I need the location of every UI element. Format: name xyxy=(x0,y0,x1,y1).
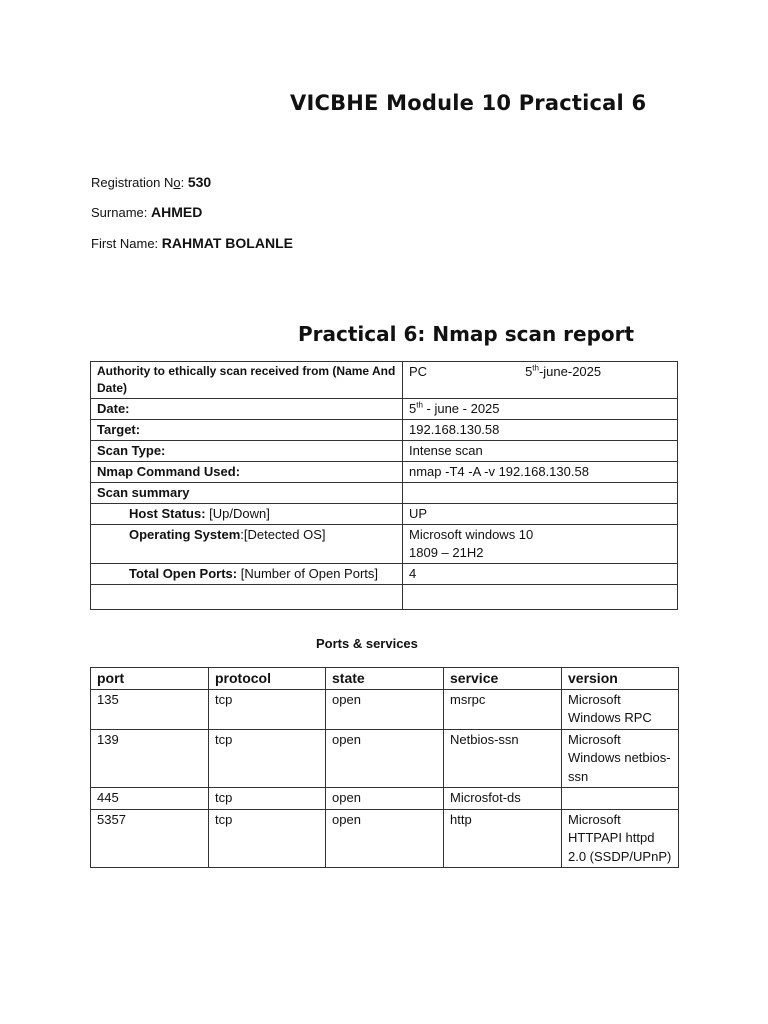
nmap-command-value: nmap -T4 -A -v 192.168.130.58 xyxy=(403,462,678,483)
host-status-value: UP xyxy=(403,504,678,525)
authority-name: PC xyxy=(409,364,428,379)
scan-summary-value xyxy=(403,483,678,504)
empty-cell xyxy=(403,585,678,610)
table-header-row xyxy=(91,668,679,690)
scan-report-table xyxy=(90,361,678,610)
version-cell: Microsoft Windows RPC xyxy=(562,689,679,729)
port-cell: 5357 xyxy=(91,809,209,868)
registration-line xyxy=(91,174,211,190)
date-label: Date: xyxy=(91,399,403,420)
service-cell: Netbios-ssn xyxy=(444,729,562,788)
table-row xyxy=(91,689,679,729)
table-row xyxy=(91,729,679,788)
registration-value: 530 xyxy=(187,174,212,190)
target-value: 192.168.130.58 xyxy=(403,420,678,441)
table-row xyxy=(91,525,678,564)
date-value: 5th - june - 2025 xyxy=(403,399,678,420)
authority-date: 5th-june-2025 xyxy=(525,363,602,379)
report-title: Practical 6: Nmap scan report xyxy=(298,322,635,346)
scan-type-label: Scan Type: xyxy=(91,441,403,462)
version-cell xyxy=(562,788,679,810)
first-name-label: First Name: xyxy=(91,236,159,251)
registration-label: Registration No: xyxy=(91,175,185,190)
surname-value: AHMED xyxy=(151,204,203,220)
protocol-cell: tcp xyxy=(209,809,326,868)
operating-system-label: Operating System:[Detected OS] xyxy=(91,525,403,564)
version-cell: Microsoft HTTPAPI httpd 2.0 (SSDP/UPnP) xyxy=(562,809,679,868)
port-cell: 135 xyxy=(91,689,209,729)
table-row xyxy=(91,809,679,868)
state-cell: open xyxy=(326,788,444,810)
target-label: Target: xyxy=(91,420,403,441)
page-title: VICBHE Module 10 Practical 6 xyxy=(290,91,647,115)
ports-table xyxy=(90,667,679,868)
state-cell: open xyxy=(326,729,444,788)
host-status-label: Host Status: [Up/Down] xyxy=(91,504,403,525)
authority-label: Authority to ethically scan received from (Name And Date) xyxy=(91,362,403,399)
port-cell: 445 xyxy=(91,788,209,810)
protocol-cell: tcp xyxy=(209,689,326,729)
service-cell: Microsfot-ds xyxy=(444,788,562,810)
scan-type-value: Intense scan xyxy=(403,441,678,462)
ports-section-title: Ports & services xyxy=(316,636,418,651)
table-row xyxy=(91,504,678,525)
authority-value xyxy=(403,362,678,399)
protocol-cell: tcp xyxy=(209,788,326,810)
port-cell: 139 xyxy=(91,729,209,788)
total-open-ports-label: Total Open Ports: [Number of Open Ports] xyxy=(91,564,403,585)
table-row xyxy=(91,564,678,585)
table-row xyxy=(91,362,678,399)
table-row xyxy=(91,483,678,504)
first-name-line xyxy=(91,235,293,251)
table-row xyxy=(91,462,678,483)
version-cell: Microsoft Windows netbios-ssn xyxy=(562,729,679,788)
table-row xyxy=(91,441,678,462)
surname-line xyxy=(91,204,202,220)
table-row xyxy=(91,585,678,610)
column-header-state: state xyxy=(326,668,444,690)
empty-cell xyxy=(91,585,403,610)
state-cell: open xyxy=(326,689,444,729)
service-cell: http xyxy=(444,809,562,868)
state-cell: open xyxy=(326,809,444,868)
total-open-ports-value: 4 xyxy=(403,564,678,585)
operating-system-value: Microsoft windows 10 1809 – 21H2 xyxy=(403,525,678,564)
nmap-command-label: Nmap Command Used: xyxy=(91,462,403,483)
column-header-version: version xyxy=(562,668,679,690)
protocol-cell: tcp xyxy=(209,729,326,788)
scan-summary-label: Scan summary xyxy=(91,483,403,504)
service-cell: msrpc xyxy=(444,689,562,729)
first-name-value: RAHMAT BOLANLE xyxy=(161,235,293,251)
surname-label: Surname: xyxy=(91,205,148,220)
table-row xyxy=(91,420,678,441)
column-header-protocol: protocol xyxy=(209,668,326,690)
column-header-port: port xyxy=(91,668,209,690)
table-row xyxy=(91,399,678,420)
table-row xyxy=(91,788,679,810)
column-header-service: service xyxy=(444,668,562,690)
